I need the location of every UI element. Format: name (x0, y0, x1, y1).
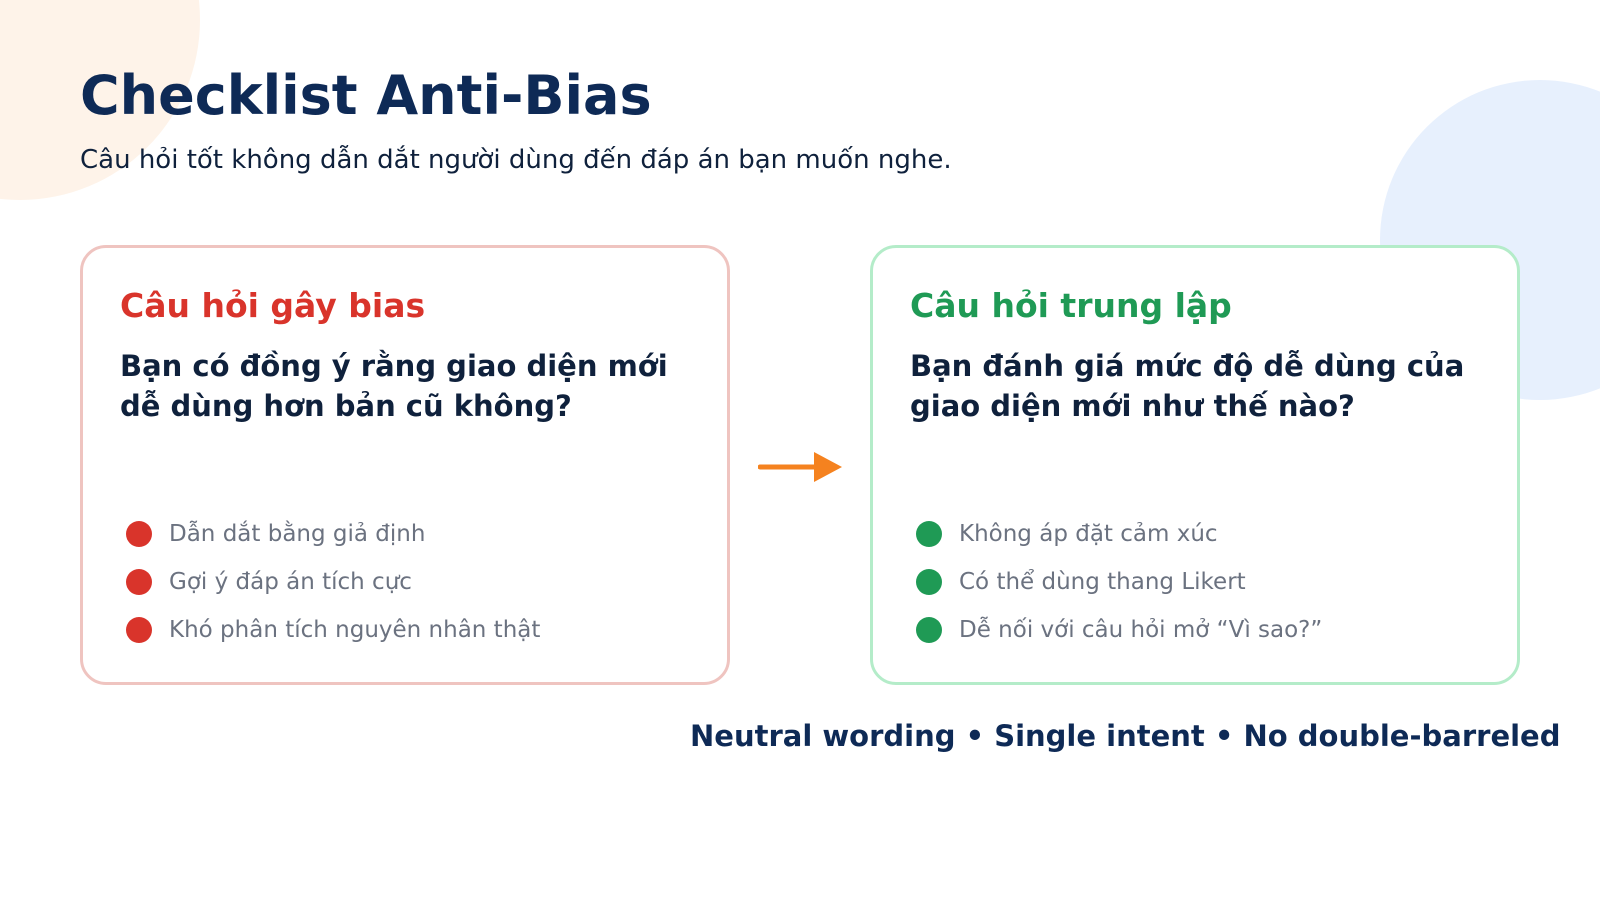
red-dot-icon (126, 569, 152, 595)
green-dot-icon (916, 569, 942, 595)
neutral-point-text: Có thể dùng thang Likert (959, 569, 1246, 595)
bias-question-text: Bạn có đồng ý rằng giao diện mới dễ dùng hơn bản cũ không? (120, 349, 668, 423)
neutral-card-title: Câu hỏi trung lập (910, 286, 1232, 325)
bias-point (120, 510, 540, 558)
bias-point-text: Dẫn dắt bằng giả định (169, 521, 426, 547)
bias-point-text: Khó phân tích nguyên nhân thật (169, 617, 541, 643)
green-dot-icon (916, 521, 942, 547)
bias-card-title: Câu hỏi gây bias (120, 286, 426, 325)
neutral-point (910, 606, 1322, 654)
neutral-point (910, 510, 1322, 558)
bias-point-text: Gợi ý đáp án tích cực (169, 569, 412, 595)
bias-points-list (120, 510, 540, 654)
footer-principles: Neutral wording • Single intent • No double-barreled (690, 719, 1561, 753)
neutral-point (910, 558, 1322, 606)
red-dot-icon (126, 617, 152, 643)
arrow-right-icon (758, 449, 844, 485)
bias-question-card (80, 245, 730, 685)
red-dot-icon (126, 521, 152, 547)
neutral-point-text: Không áp đặt cảm xúc (959, 521, 1218, 547)
slide-title: Checklist Anti-Bias (80, 64, 652, 127)
bias-point (120, 558, 540, 606)
green-dot-icon (916, 617, 942, 643)
neutral-question-card (870, 245, 1520, 685)
slide-subtitle: Câu hỏi tốt không dẫn dắt người dùng đến đáp án bạn muốn nghe. (80, 145, 952, 175)
bias-point (120, 606, 540, 654)
neutral-points-list (910, 510, 1322, 654)
neutral-point-text: Dễ nối với câu hỏi mở “Vì sao?” (959, 617, 1323, 643)
neutral-question-text: Bạn đánh giá mức độ dễ dùng của giao diện mới như thế nào? (910, 349, 1465, 423)
